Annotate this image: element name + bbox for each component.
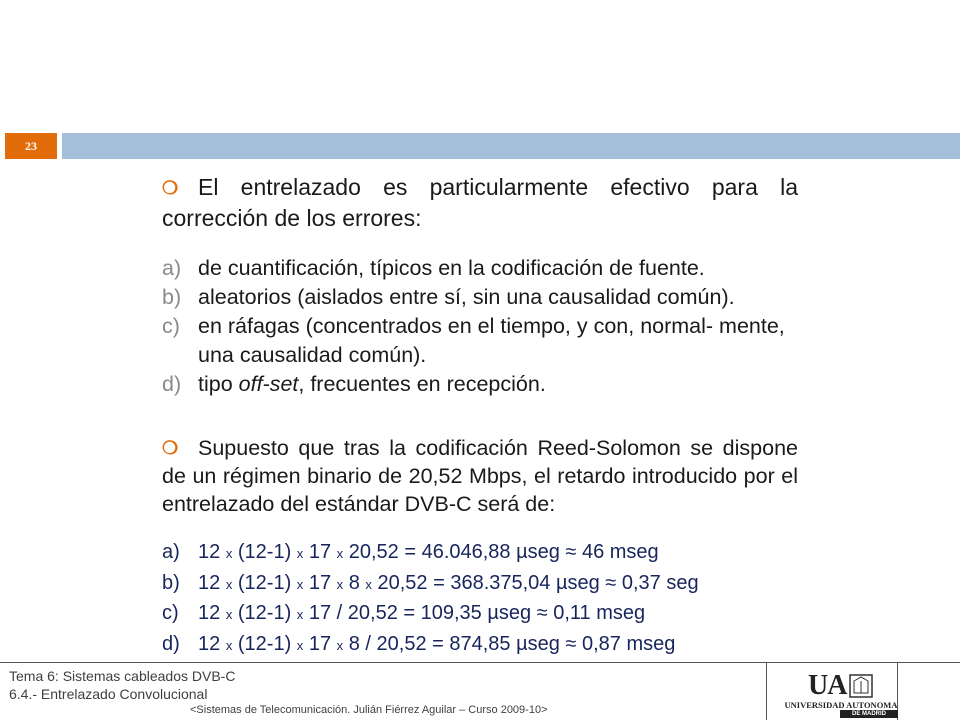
crest-icon <box>848 673 874 699</box>
list-item: b) aleatorios (aislados entre sí, sin una causalidad común). <box>162 285 735 309</box>
logo-name: UNIVERSIDAD AUTONOMA <box>784 700 898 710</box>
question-1-options <box>162 254 798 399</box>
question-2-text: ❍ Supuesto que tras la codificación Reed-Solomon se dispone de un régimen binario de 20,52 Mbps, el retardo introducido por el entrelazado del estándar DVB-C será de: <box>162 436 798 516</box>
list-item: d) 12 x (12-1) x 17 x 8 / 20,52 = 874,85 µseg ≈ 0,87 mseg <box>162 632 676 655</box>
university-logo <box>782 670 900 718</box>
circle-bullet-icon: ❍ <box>162 438 179 458</box>
question-1-text: ❍ El entrelazado es particularmente efectivo para la corrección de los errores: <box>162 174 798 231</box>
footer-divider <box>0 662 960 663</box>
footer-topic: Tema 6: Sistemas cableados DVB-C 6.4.- Entrelazado Convolucional <box>9 668 236 702</box>
title-bar <box>62 133 960 159</box>
list-item: d) tipo off-set, frecuentes en recepción. <box>162 372 546 396</box>
slide-number: 23 <box>5 133 57 159</box>
circle-bullet-icon: ❍ <box>162 178 179 198</box>
logo-subname: DE MADRID <box>840 710 898 718</box>
question-2-options <box>162 538 798 660</box>
footer-divider-left <box>766 662 767 720</box>
list-item: c) en ráfagas (concentrados en el tiempo, y con, normal- mente, una causalidad común). <box>162 314 785 367</box>
footer-credit: <Sistemas de Telecomunicación. Julián Fiérrez Aguilar – Curso 2009-10> <box>190 704 548 716</box>
list-item: c) 12 x (12-1) x 17 / 20,52 = 109,35 µseg ≈ 0,11 mseg <box>162 602 646 624</box>
logo-mark: UA <box>808 670 847 701</box>
question-1 <box>162 172 798 233</box>
list-item: a) de cuantificación, típicos en la codificación de fuente. <box>162 256 705 280</box>
list-item: b) 12 x (12-1) x 17 x 8 x 20,52 = 368.375,04 µseg ≈ 0,37 seg <box>162 571 699 594</box>
list-item: a) 12 x (12-1) x 17 x 20,52 = 46.046,88 µseg ≈ 46 mseg <box>162 541 659 563</box>
question-2 <box>162 434 798 518</box>
